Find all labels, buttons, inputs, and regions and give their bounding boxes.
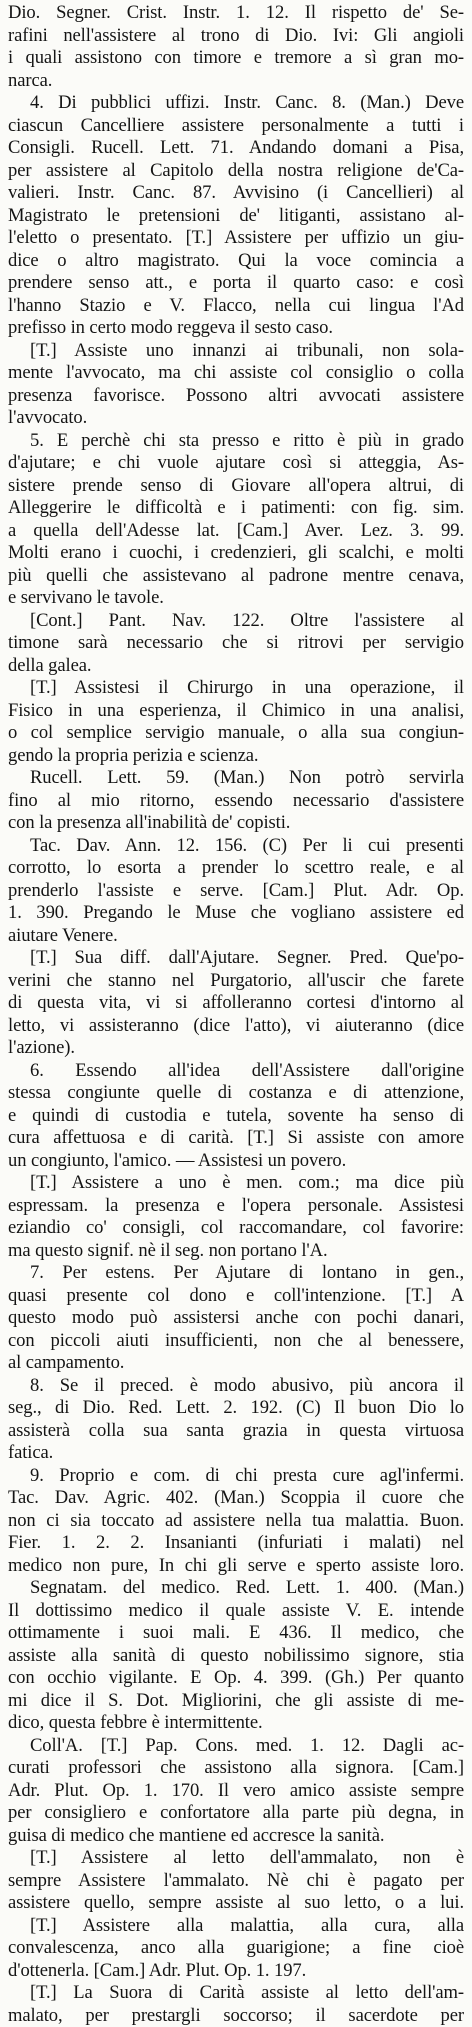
text-line: [T.] Assistere a uno è men. com.; ma dice più xyxy=(8,1172,464,1195)
text-line: Alleggerire le difficoltà e i patimenti: con fig. sim. xyxy=(8,497,464,520)
text-line: ma questo signif. nè il seg. non portano l'A. xyxy=(8,1240,464,1263)
text-line: verini che stanno nel Purgatorio, all'uscir che farete xyxy=(8,970,464,993)
text-line: con piccoli aiuti insufficienti, non che al benessere, xyxy=(8,1330,464,1353)
text-line: fatica. xyxy=(8,1442,464,1465)
text-line: mente l'avvocato, ma chi assiste col consiglio o colla xyxy=(8,362,464,385)
text-line: Fisico in una esperienza, il Chimico in una analisi, xyxy=(8,700,464,723)
text-line: con la presenza all'inabilità de' copisti. xyxy=(8,812,464,835)
text-line: medico non pure, In chi gli serve e sperto assiste loro. xyxy=(8,1555,464,1578)
text-line: seg., di Dio. Red. Lett. 2. 192. (C) Il buon Dio lo xyxy=(8,1397,464,1420)
text-line: 4. Di pubblici uffizi. Instr. Canc. 8. (Man.) Deve xyxy=(8,92,464,115)
text-line: Consigli. Rucell. Lett. 71. Andando domani a Pisa, xyxy=(8,137,464,160)
text-line: Fier. 1. 2. 2. Insanianti (infuriati i malati) nel xyxy=(8,1532,464,1555)
text-line: dice o altro magistrato. Qui la voce comincia a xyxy=(8,250,464,273)
text-line: Tac. Dav. Ann. 12. 156. (C) Per li cui presenti xyxy=(8,835,464,858)
text-line: Tac. Dav. Agric. 402. (Man.) Scoppia il cuore che xyxy=(8,1487,464,1510)
text-line: timone sarà necessario che si ritrovi per servigio xyxy=(8,632,464,655)
text-line: prefisso in certo modo reggeva il sesto caso. xyxy=(8,317,464,340)
text-line: e servivano le tavole. xyxy=(8,587,464,610)
text-line: malato, per prestargli soccorso; il sacerdote per xyxy=(8,2005,464,2027)
text-line: [T.] La Suora di Carità assiste al letto dell'am- xyxy=(8,1982,464,2005)
text-line: fino al mio ritorno, essendo necessario d'assistere xyxy=(8,790,464,813)
text-line: dico, questa febbre è intermittente. xyxy=(8,1712,464,1735)
text-line: 5. E perchè chi sta presso e ritto è più in grado xyxy=(8,430,464,453)
text-line: Il dottissimo medico il quale assiste V. E. intende xyxy=(8,1600,464,1623)
text-line: questo modo può assistersi anche con pochi danari, xyxy=(8,1307,464,1330)
text-line: quasi presente col dono e coll'intenzione. [T.] A xyxy=(8,1285,464,1308)
text-line: assisterà colla sua santa grazia in questa virtuosa xyxy=(8,1420,464,1443)
text-line: espressam. la presenza e l'opera personale. Assistesi xyxy=(8,1195,464,1218)
text-line: assiste alla sanità di questo nobilissimo signore, stia xyxy=(8,1645,464,1668)
text-line: 8. Se il preced. è modo abusivo, più ancora il xyxy=(8,1375,464,1398)
text-line: narca. xyxy=(8,70,464,93)
text-line: con occhio vigilante. E Op. 4. 399. (Gh.) Per quanto xyxy=(8,1667,464,1690)
text-line: non ci sia toccato ad assistere nella tua malattia. Buon. xyxy=(8,1510,464,1533)
text-line: assistere quello, sempre assiste al suo letto, o a lui. xyxy=(8,1892,464,1915)
text-line: convalescenza, anco alla guarigione; a fine cioè xyxy=(8,1937,464,1960)
text-line: di questa vita, vi si affolleranno cortesi d'intorno al xyxy=(8,992,464,1015)
text-line: ciascun Cancelliere assistere personalmente a tutti i xyxy=(8,115,464,138)
text-line: letto, vi assisteranno (dice l'atto), vi aiuteranno (dice xyxy=(8,1015,464,1038)
text-line: 7. Per estens. Per Ajutare di lontano in gen., xyxy=(8,1262,464,1285)
text-line: mi dice il S. Dot. Migliorini, che gli assiste di me- xyxy=(8,1690,464,1713)
text-line: curati professori che assistono alla signora. [Cam.] xyxy=(8,1757,464,1780)
text-line: i quali assistono con timore e tremore a sì gran mo- xyxy=(8,47,464,70)
text-line: Dio. Segner. Crist. Instr. 1. 12. Il rispetto de' Se- xyxy=(8,2,464,25)
text-line: a quella dell'Adesse lat. [Cam.] Aver. Lez. 3. 99. xyxy=(8,520,464,543)
text-line: sempre Assistere l'ammalato. Nè chi è pagato per xyxy=(8,1870,464,1893)
text-line: per consigliero e confortatore alla parte più degna, in xyxy=(8,1802,464,1825)
text-line: un congiunto, l'amico. — Assistesi un povero. xyxy=(8,1150,464,1173)
text-line: della galea. xyxy=(8,655,464,678)
text-line: [T.] Assiste uno innanzi ai tribunali, non sola- xyxy=(8,340,464,363)
text-line: corrotto, lo esorta a prender lo scettro reale, e al xyxy=(8,857,464,880)
text-line: rafini nell'assistere al trono di Dio. Ivi: Gli angioli xyxy=(8,25,464,48)
text-line: prenderlo l'assiste e serve. [Cam.] Plut. Adr. Op. xyxy=(8,880,464,903)
text-line: [T.] Sua diff. dall'Ajutare. Segner. Pred. Que'po- xyxy=(8,947,464,970)
text-line: Segnatam. del medico. Red. Lett. 1. 400. (Man.) xyxy=(8,1577,464,1600)
text-line: 6. Essendo all'idea dell'Assistere dall'origine xyxy=(8,1060,464,1083)
text-line: Coll'A. [T.] Pap. Cons. med. 1. 12. Dagli ac- xyxy=(8,1735,464,1758)
text-line: Molti erano i cuochi, i credenzieri, gli scalchi, e molti xyxy=(8,542,464,565)
text-line: stessa congiunte quelle di costanza e di attenzione, xyxy=(8,1082,464,1105)
text-line: valieri. Instr. Canc. 87. Avvisino (i Cancellieri) al xyxy=(8,182,464,205)
text-line: 9. Proprio e com. di chi presta cure agl'infermi. xyxy=(8,1465,464,1488)
text-line: e quindi di custodia e tutela, sovente ha senso di xyxy=(8,1105,464,1128)
text-line: [Cont.] Pant. Nav. 122. Oltre l'assistere al xyxy=(8,610,464,633)
text-line: eziandio co' consigli, col raccomandare, col favorire: xyxy=(8,1217,464,1240)
text-line: d'ajutare; e chi vuole ajutare così si atteggia, As- xyxy=(8,452,464,475)
text-line: [T.] Assistesi il Chirurgo in una operazione, il xyxy=(8,677,464,700)
text-line: prendere senso att., e porta il quarto caso: e così xyxy=(8,272,464,295)
text-line: 1. 390. Pregando le Muse che vogliano assistere ed xyxy=(8,902,464,925)
text-line: al campamento. xyxy=(8,1352,464,1375)
text-line: Adr. Plut. Op. 1. 170. Il vero amico assiste sempre xyxy=(8,1780,464,1803)
text-line: ottimamente i suoi mali. E 436. Il medico, che xyxy=(8,1622,464,1645)
text-line: guisa di medico che mantiene ed accresce la sanità. xyxy=(8,1825,464,1848)
text-line: l'azione). xyxy=(8,1037,464,1060)
text-line: [T.] Assistere alla malattia, alla cura, alla xyxy=(8,1915,464,1938)
text-line: l'eletto o presentato. [T.] Assistere per uffizio un giu- xyxy=(8,227,464,250)
text-line: presenza favorisce. Possono altri avvocati assistere xyxy=(8,385,464,408)
text-line: per assistere al Capitolo della nostra religione de'Ca- xyxy=(8,160,464,183)
text-line: Rucell. Lett. 59. (Man.) Non potrò servirla xyxy=(8,767,464,790)
text-line: [T.] Assistere al letto dell'ammalato, non è xyxy=(8,1847,464,1870)
text-line: aiutare Venere. xyxy=(8,925,464,948)
text-line: più quelli che assistevano al padrone mentre cenava, xyxy=(8,565,464,588)
text-line: o col semplice servigio manuale, o alla sua congiun- xyxy=(8,722,464,745)
text-line: l'hanno Stazio e V. Flacco, nella cui lingua l'Ad xyxy=(8,295,464,318)
text-line: gendo la propria perizia e scienza. xyxy=(8,745,464,768)
text-line: sistere prende senso di Giovare all'opera altrui, di xyxy=(8,475,464,498)
text-line: cura affettuosa e di carità. [T.] Si assiste con amore xyxy=(8,1127,464,1150)
text-line: l'avvocato. xyxy=(8,407,464,430)
text-line: Magistrato le pretensioni de' litiganti, assistano al- xyxy=(8,205,464,228)
text-line: d'ottenerla. [Cam.] Adr. Plut. Op. 1. 197. xyxy=(8,1960,464,1983)
